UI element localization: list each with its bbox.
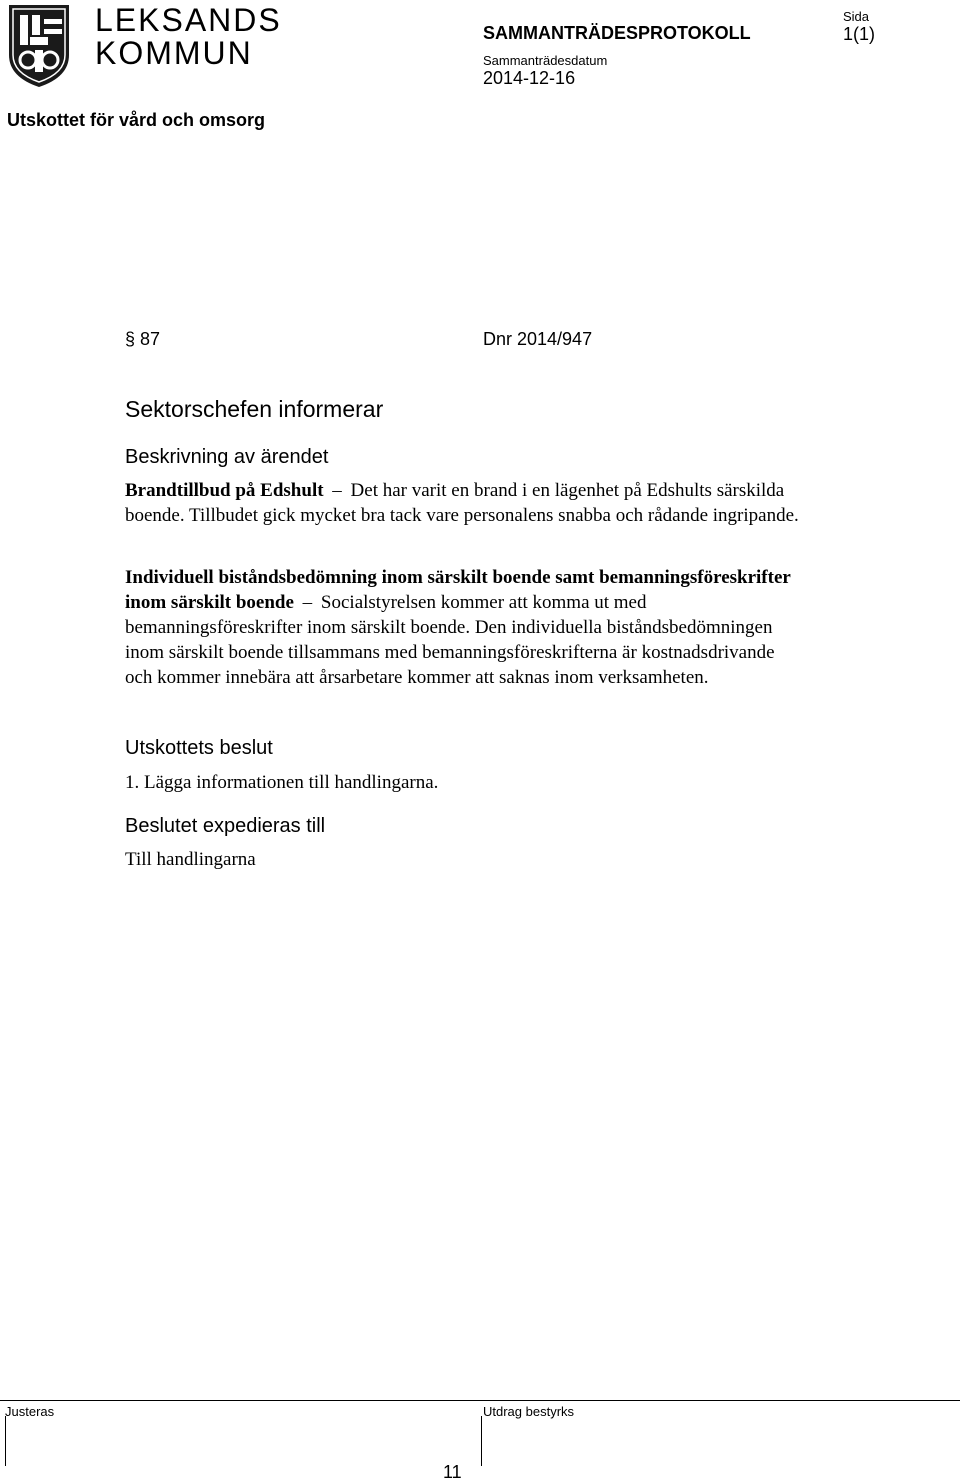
signature-box-divider xyxy=(5,1416,6,1466)
meeting-date: 2014-12-16 xyxy=(483,68,576,88)
item1-title: Brandtillbud på Edshult xyxy=(125,480,324,501)
description-item-staffing-regulations xyxy=(125,565,805,690)
footer-utdrag-label: Utdrag bestyrks xyxy=(483,1404,575,1419)
case-number: Dnr 2014/947 xyxy=(483,329,593,349)
dispatch-heading: Beslutet expedieras till xyxy=(125,815,326,837)
dispatch-recipients: Till handlingarna xyxy=(125,849,256,870)
municipality-coat-of-arms-logo xyxy=(6,3,72,89)
item1-dash: – xyxy=(332,480,342,501)
item2-dash: – xyxy=(302,592,313,613)
logo-line-2: KOMMUN xyxy=(95,35,253,71)
logo-line-1: LEKSANDS xyxy=(95,2,282,38)
paragraph-number-value: 87 xyxy=(140,329,161,349)
item2-text: Socialstyrelsen kommer att komma ut med bemanningsföreskrifter inom särskilt boende. Den individuella biståndsbedömningen inom särskilt boende tillsammans med bemanningsföreskrifterna är kostnadsdrivande och kommer innebära att årsarbetare kommer att saknas inom verksamheten. xyxy=(125,592,775,688)
document-type: SAMMANTRÄDESPROTOKOLL xyxy=(483,23,751,43)
signature-box-divider xyxy=(481,1416,482,1466)
item1-text: Det har varit en brand i en lägenhet på Edshults särskilda boende. Tillbudet gick mycket bra tack vare personalens snabba och rådande ingripande. xyxy=(125,480,799,526)
page-title: Sektorschefen informerar xyxy=(125,396,384,422)
decision-item: 1. Lägga informationen till handlingarna. xyxy=(125,772,439,793)
decision-heading: Utskottets beslut xyxy=(125,737,273,759)
description-item-fire-incident xyxy=(125,478,805,528)
footer-divider xyxy=(0,1400,960,1401)
meeting-date-label: Sammanträdesdatum xyxy=(483,53,608,68)
page-number: 11 xyxy=(443,1462,462,1482)
logo-wordmark xyxy=(95,4,282,70)
item2-title: Individuell biståndsbedömning inom särskilt boende samt bemanningsföreskrifter inom särskilt boende xyxy=(125,567,791,613)
page-count: 1(1) xyxy=(843,24,876,44)
section-sign: § xyxy=(125,329,136,349)
footer-justeras-label: Justeras xyxy=(5,1404,55,1419)
paragraph-number xyxy=(125,329,160,350)
page-label: Sida xyxy=(843,9,870,24)
committee-name: Utskottet för vård och omsorg xyxy=(7,110,266,130)
description-heading: Beskrivning av ärendet xyxy=(125,446,329,468)
